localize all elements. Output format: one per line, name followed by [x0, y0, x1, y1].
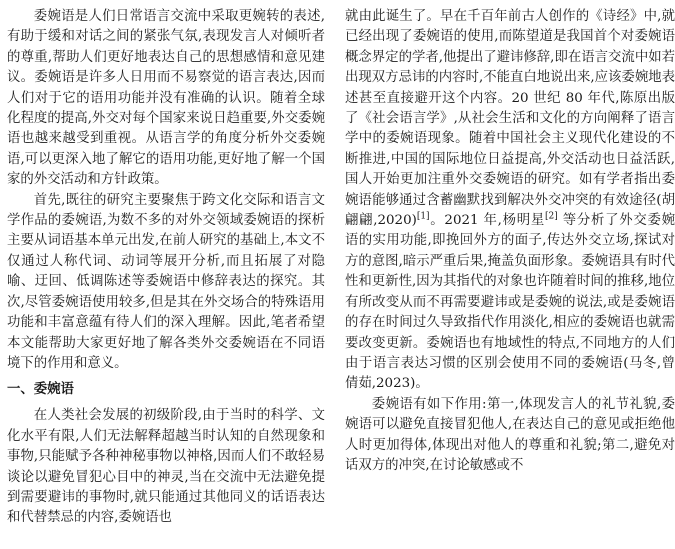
citation-ref-1[interactable]: [1]: [416, 211, 430, 222]
functions-paragraph: 委婉语有如下作用:第一,体现发言人的礼节礼貌,委婉语可以避免直接冒犯他人,在表达自己的意见或拒绝他人时更加得体,体现出对他人的尊重和礼貌;第二,避免对话双方的冲突,在讨论敏感或不: [345, 396, 675, 473]
section-heading: 一、委婉语: [7, 382, 74, 398]
intro-paragraph: 委婉语是人们日常语言交流中采取更婉转的表述,有助于缓和对话之间的紧张气氛,表现发言人对倾听者的尊重,帮助人们更好地表达自己的思想感情和意见建议。委婉语是许多人日用而不易察觉的语言表达,因而人们对于它的语用功能并没有准确的认识。随着全球化程度的提高,外交对每个国家来说日趋重要,外交委婉语也越来越受到重视。从语言学的角度分析外交委婉语,可以更深入地了解它的语用功能,更好地了解一个国家的外交活动和方针政策。: [7, 9, 325, 188]
history-text-b: 。2021 年,杨明星: [429, 213, 545, 229]
history-text-a: 就由此诞生了。早在千百年前古人创作的《诗经》中,就已经出现了委婉语的使用,而陈望道是我国首个对委婉语概念界定的学者,他提出了避讳修辞,即在语言交流中如若出现双方忌讳的内容时,不能直白地说出来,应该委婉地表述甚至直接避开这个内容。20 世纪 80 年代,陈原出版了《社会语言学》,从社会生活和文化的方向阐释了语言学中的委婉语现象。随着中国社会主义现代化建设的不断推进,中国的国际地位日益提高,外交活动也日益活跃,国人开始更加注重外交委婉语的研究。如有学者指出委婉语能够通过含蓄幽默找到解决外交冲突的有效途径(胡翩翩,2020): [345, 9, 675, 229]
left-column: [7, 7, 325, 529]
research-paragraph: 首先,既往的研究主要聚焦于跨文化交际和语言文学作品的委婉语,为数不多的对外交领域委婉语的探析主要从词语基本单元出发,在前人研究的基础上,本文不仅通过人称代词、动词等展开分析,而且拓展了对隐喻、迂回、低调陈述等委婉语中修辞表达的探究。其次,尽管委婉语使用较多,但是其在外交场合的特殊语用功能和丰富意蕴有待人们的深入理解。因此,笔者希望本文能帮助大家更好地了解各类外交委婉语在不同语境下的作用和意义。: [7, 192, 325, 371]
history-paragraph: 在人类社会发展的初级阶段,由于当时的科学、文化水平有限,人们无法解释超越当时认知的自然现象和事物,只能赋予各种神秘事物以神格,因而人们不敢轻易谈论以避免冒犯心目中的神灵,当在交流中无法避免提到需要避讳的事物时,就只能通过其他同义的话语表达和代替禁忌的内容,委婉语也: [7, 408, 325, 526]
citation-ref-2[interactable]: [2]: [544, 211, 558, 222]
right-column: [345, 7, 675, 476]
history-text-c: 等分析了外交委婉语的实用功能,即挽回外方的面子,传达外交立场,探试对方的意图,暗示严重后果,掩盖负面形象。委婉语具有时代性和更新性,因为其指代的对象也许随着时间的推移,地位有所改变从而不再需要避讳或是委婉的说法,或是委婉语的存在时间过久导致指代作用淡化,相应的委婉语也就需要改变更新。委婉语也有地域性的特点,不同地方的人们由于语言表达习惯的区别会使用不同的委婉语(马冬,曾倩茹,2023)。: [345, 213, 675, 392]
history-continued-paragraph: [345, 7, 675, 395]
